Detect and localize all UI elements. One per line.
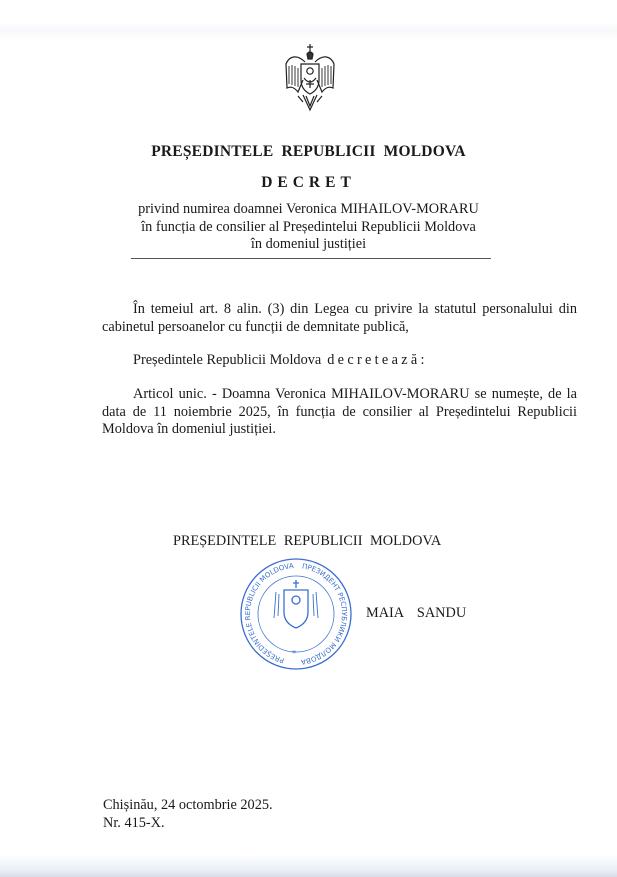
enacting-clause (133, 352, 577, 370)
scan-shadow-bottom (0, 855, 617, 877)
enacting-verb: decretează: (327, 352, 428, 368)
scan-shadow-top (0, 22, 617, 40)
article-text: Articol unic. - Doamna Veronica MIHAILOV-MORARU se numește, de la data de 11 noiembrie 2025, în funcția de consilier al Președintelui Republicii Moldova în domeniul justiției. (102, 386, 577, 437)
enacting-prefix: Președintele Republicii Moldova (133, 352, 322, 368)
signatory-title: PREȘEDINTELE REPUBLICII MOLDOVA (173, 533, 442, 549)
subject-divider (131, 258, 491, 259)
official-seal-icon (236, 556, 356, 671)
decree-number: Nr. 415-X. (103, 815, 165, 831)
coat-of-arms-icon (283, 40, 337, 115)
signatory-name: MAIA SANDU (366, 605, 467, 621)
subject-line: în funcția de consilier al Președintelui Republicii Moldova (141, 218, 476, 235)
place-and-date: Chișinău, 24 octombrie 2025. (103, 797, 273, 813)
decree-footer (103, 796, 273, 832)
decree-subject (0, 201, 617, 254)
document-type: DECRET (261, 174, 356, 191)
preamble-text: În temeiul art. 8 alin. (3) din Legea cu privire la statutul personalului din cabinetul persoanelor cu funcții de demnitate publică, (102, 301, 577, 335)
seal-text-cyrillic: ПРЕЗИДЕНТ РЕСПУБЛИКИ МОЛДОВА (300, 562, 349, 666)
subject-line: în domeniul justiției (250, 236, 367, 252)
preamble-paragraph (102, 301, 577, 336)
seal-text-latin: PREȘEDINTELE REPUBLICII MOLDOVA (243, 562, 295, 665)
seal-star-icon: * (292, 649, 296, 658)
issuer-title: PREȘEDINTELE REPUBLICII MOLDOVA (151, 143, 466, 160)
article-paragraph (102, 386, 577, 439)
subject-line: privind numirea doamnei Veronica MIHAILOV-MORARU (138, 201, 479, 217)
